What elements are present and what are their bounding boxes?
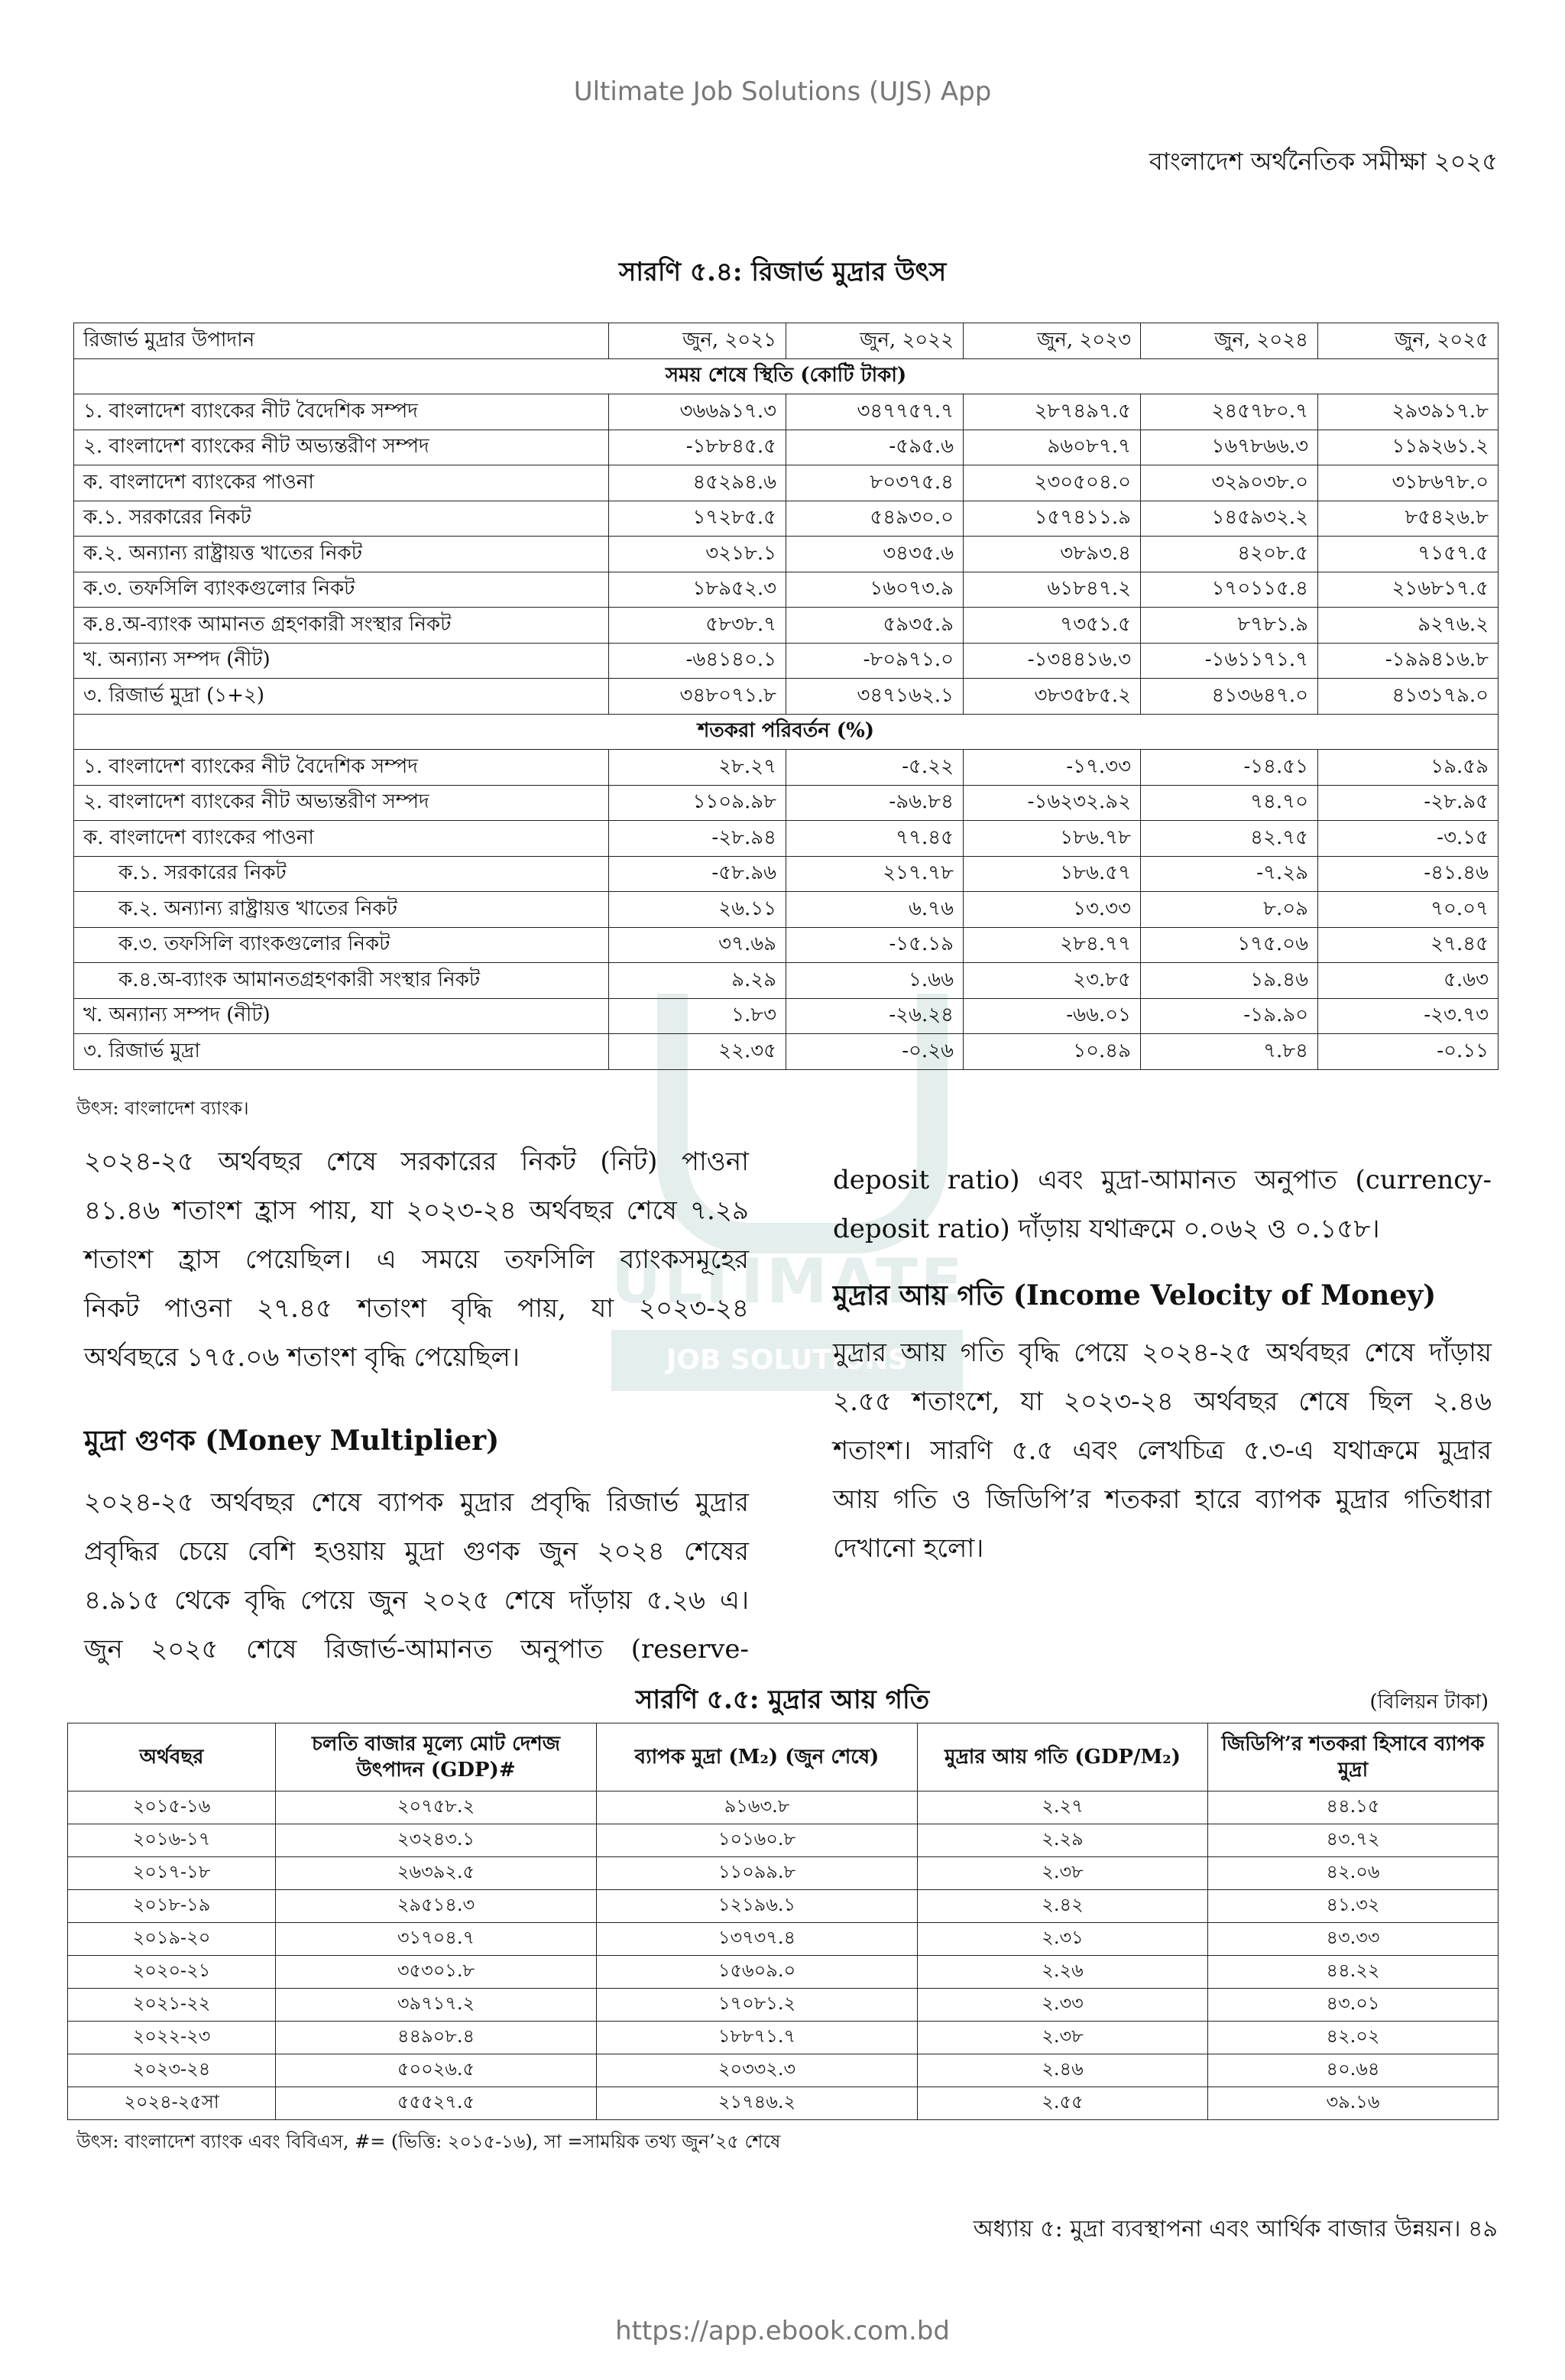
table2-cell: ৩৯.১৬ <box>1208 2087 1499 2120</box>
income-velocity-table <box>67 1723 1499 2120</box>
paragraph-line: ২০২৪-২৫ অর্থবছর শেষে ব্যাপক মুদ্রার প্রবৃদ্ধি রিজার্ভ মুদ্রার <box>84 1487 749 1518</box>
table1-cell: ৮৫৪২৬.৮ <box>1318 501 1499 537</box>
table1-cell: ২৬.১১ <box>609 892 786 928</box>
table1-cell: -১৬২৩২.৯২ <box>964 785 1141 821</box>
table-row <box>74 608 1499 644</box>
table2-cell: ১৮৮৭১.৭ <box>597 2022 918 2054</box>
document-header: বাংলাদেশ অর্থনৈতিক সমীক্ষা ২০২৫ <box>1149 147 1498 176</box>
table1-cell: ৩৮৯৩.৪ <box>964 537 1141 572</box>
table1-cell: ২১৬৮১৭.৫ <box>1318 572 1499 608</box>
table1-cell: ৬.৭৬ <box>786 892 964 928</box>
table1-row-label: ৩. রিজার্ভ মুদ্রা <box>74 1034 609 1070</box>
table1-cell: ২২.৩৫ <box>609 1034 786 1070</box>
table-row <box>74 998 1499 1034</box>
table2-cell: ২.২৬ <box>918 1956 1208 1989</box>
table2-cell: ২৩২৪৩.১ <box>276 1824 597 1857</box>
table1-cell: -১৪.৫১ <box>1141 750 1318 786</box>
table1-cell: ৩৪৩৫.৬ <box>786 537 964 572</box>
table1-cell: ১৯.৪৬ <box>1141 963 1318 999</box>
right-paragraph-2 <box>833 1328 1492 1573</box>
table1-cell: ১০.৪৯ <box>964 1034 1141 1070</box>
table2-cell: ২.৪২ <box>918 1890 1208 1923</box>
table2-cell: ২.২৭ <box>918 1791 1208 1824</box>
table1-cell: ৪১৩৬৪৭.০ <box>1141 679 1318 715</box>
table1-row-label: খ. অন্যান্য সম্পদ (নীট) <box>74 998 609 1034</box>
table1-row-label: খ. অন্যান্য সম্পদ (নীট) <box>74 643 609 679</box>
table-row <box>68 1791 1499 1824</box>
table2-year-cell: ২০১৬-১৭ <box>68 1824 276 1857</box>
table1-cell: ৩৭.৬৯ <box>609 927 786 963</box>
table1-cell: ৫.৬৩ <box>1318 963 1499 999</box>
table1-cell: ৮০৩৭৫.৪ <box>786 465 964 501</box>
paragraph-line: প্রবৃদ্ধির চেয়ে বেশি হওয়ায় মুদ্রা গুণক জুন ২০২৪ শেষের <box>84 1536 749 1567</box>
table1-row-label: ক. বাংলাদেশ ব্যাংকের পাওনা <box>74 821 609 857</box>
table1-cell: -৫.২২ <box>786 750 964 786</box>
table2-cell: ২০৩৩২.৩ <box>597 2054 918 2087</box>
table1-section-row <box>74 714 1499 750</box>
table1-cell: -১৮৮৪৫.৫ <box>609 430 786 465</box>
table1-row-label: ক.৩. তফসিলি ব্যাংকগুলোর নিকট <box>74 927 609 963</box>
table1-cell: ২৮৭৪৯৭.৫ <box>964 394 1141 430</box>
table1-header-row <box>74 323 1499 359</box>
table-row <box>74 537 1499 572</box>
table-row <box>68 1923 1499 1956</box>
table1-cell: ১৯.৫৯ <box>1318 750 1499 786</box>
table1-row-label: ক.২. অন্যান্য রাষ্ট্রায়ত্ত খাতের নিকট <box>74 892 609 928</box>
table1-cell: -১৫.১৯ <box>786 927 964 963</box>
table1-row-label: ৩. রিজার্ভ মুদ্রা (১+২) <box>74 679 609 715</box>
table2-caption: সারণি ৫.৫: মুদ্রার আয় গতি <box>635 1684 930 1715</box>
table2-cell: ২.৪৬ <box>918 2054 1208 2087</box>
table1-cell: ২৩.৮৫ <box>964 963 1141 999</box>
table1-cell: -১৭.৩৩ <box>964 750 1141 786</box>
table-row <box>68 1956 1499 1989</box>
table1-cell: -০.১১ <box>1318 1034 1499 1070</box>
watermark-brand-bottom: JOB SOLUTIONS <box>611 1330 963 1391</box>
table2-year-cell: ২০১৭-১৮ <box>68 1857 276 1890</box>
table1-cell: -২৮.৯৪ <box>609 821 786 857</box>
table2-cell: ৪৩.৩৩ <box>1208 1923 1499 1956</box>
paragraph-line: দেখানো হলো। <box>833 1533 984 1564</box>
table2-cell: ৫৫৫২৭.৫ <box>276 2087 597 2120</box>
left-paragraph-2 <box>84 1478 749 1674</box>
table1-header-cell: রিজার্ভ মুদ্রার উপাদান <box>74 323 609 359</box>
table1-cell: ৮৭৮১.৯ <box>1141 608 1318 644</box>
table1-cell: ৭৭.৪৫ <box>786 821 964 857</box>
table1-cell: -৯৬.৮৪ <box>786 785 964 821</box>
table1-cell: -২৩.৭৩ <box>1318 998 1499 1034</box>
table2-year-cell: ২০২১-২২ <box>68 1989 276 2022</box>
paragraph-line: ২০২৪-২৫ অর্থবছর শেষে সরকারের নিকট (নিট) পাওনা <box>84 1146 749 1177</box>
paragraph-line: মুদ্রার আয় গতি বৃদ্ধি পেয়ে ২০২৪-২৫ অর্থবছর শেষে দাঁড়ায় <box>833 1338 1492 1368</box>
money-multiplier-heading: মুদ্রা গুণক (Money Multiplier) <box>84 1425 500 1457</box>
table2-cell: ৩১৭০৪.৭ <box>276 1923 597 1956</box>
table-row <box>68 2054 1499 2087</box>
table2-header-cell: জিডিপি’র শতকরা হিসাবে ব্যাপক মুদ্রা <box>1208 1723 1499 1791</box>
table2-cell: ১৫৬০৯.০ <box>597 1956 918 1989</box>
table1-cell: -৩.১৫ <box>1318 821 1499 857</box>
table1-header-cell: জুন, ২০২৪ <box>1141 323 1318 359</box>
table1-cell: ১৬৭৮৬৬.৩ <box>1141 430 1318 465</box>
table1-cell: ১৭০১১৫.৪ <box>1141 572 1318 608</box>
table1-row-label: ক.১. সরকারের নিকট <box>74 501 609 537</box>
table1-cell: ৮.০৯ <box>1141 892 1318 928</box>
table2-cell: ৯১৬৩.৮ <box>597 1791 918 1824</box>
table1-cell: -১৯৯৪১৬.৮ <box>1318 643 1499 679</box>
table1-cell: ৬১৮৪৭.২ <box>964 572 1141 608</box>
table-row <box>74 430 1499 465</box>
table-row <box>74 927 1499 963</box>
table1-cell: -২৮.৯৫ <box>1318 785 1499 821</box>
paragraph-line: ২.৫৫ শতাংশে, যা ২০২৩-২৪ অর্থবছর শেষে ছিল ২.৪৬ <box>833 1386 1492 1417</box>
table1-cell: ২৮৪.৭৭ <box>964 927 1141 963</box>
table-row <box>68 1824 1499 1857</box>
app-header: Ultimate Job Solutions (UJS) App <box>573 76 992 107</box>
table1-row-label: ক.৪.অ-ব্যাংক আমানত গ্রহণকারী সংস্থার নিকট <box>74 608 609 644</box>
table1-header-cell: জুন, ২০২২ <box>786 323 964 359</box>
table-row <box>74 394 1499 430</box>
table2-cell: ৩৯৭১৭.২ <box>276 1989 597 2022</box>
table1-cell: -৬৪১৪০.১ <box>609 643 786 679</box>
table2-cell: ২০৭৫৮.২ <box>276 1791 597 1824</box>
watermark-brand-top: ULTIMATE <box>611 1246 966 1317</box>
table1-cell: ১৭৫.০৬ <box>1141 927 1318 963</box>
table1-row-label: ২. বাংলাদেশ ব্যাংকের নীট অভ্যন্তরীণ সম্পদ <box>74 430 609 465</box>
table2-cell: ১০১৬০.৮ <box>597 1824 918 1857</box>
table1-cell: -১৬১১৭১.৭ <box>1141 643 1318 679</box>
right-paragraph-1 <box>833 1156 1492 1253</box>
table1-header-cell: জুন, ২০২৩ <box>964 323 1141 359</box>
table1-cell: ৫৯৩৫.৯ <box>786 608 964 644</box>
table1-cell: -০.২৬ <box>786 1034 964 1070</box>
table1-cell: ৭০.০৭ <box>1318 892 1499 928</box>
table-row <box>74 501 1499 537</box>
table2-year-cell: ২০২৩-২৪ <box>68 2054 276 2087</box>
paragraph-line: শতাংশ। সারণি ৫.৫ এবং লেখচিত্র ৫.৩-এ যথাক্রমে মুদ্রার <box>833 1435 1492 1466</box>
table-row <box>68 2087 1499 2120</box>
table2-cell: ৪৪.২২ <box>1208 1956 1499 1989</box>
table-row <box>74 785 1499 821</box>
table-row <box>74 643 1499 679</box>
table1-row-label: ১. বাংলাদেশ ব্যাংকের নীট বৈদেশিক সম্পদ <box>74 750 609 786</box>
paragraph-line: ৪.৯১৫ থেকে বৃদ্ধি পেয়ে জুন ২০২৫ শেষে দাঁড়ায় ৫.২৬ এ। <box>84 1585 749 1616</box>
table1-cell: -১৯.৯০ <box>1141 998 1318 1034</box>
table1-row-label: ক.৩. তফসিলি ব্যাংকগুলোর নিকট <box>74 572 609 608</box>
paragraph-line: আয় গতি ও জিডিপি’র শতকরা হারে ব্যাপক মুদ্রার গতিধারা <box>833 1484 1492 1515</box>
table1-cell: -৬৬.০১ <box>964 998 1141 1034</box>
table1-cell: ১১০৯.৯৮ <box>609 785 786 821</box>
left-paragraph-1 <box>84 1137 749 1382</box>
table1-section-row <box>74 358 1499 394</box>
table1-cell: ১৩.৩৩ <box>964 892 1141 928</box>
table2-cell: ১৭০৮১.২ <box>597 1989 918 2022</box>
table2-cell: ২৯৫১৪.৩ <box>276 1890 597 1923</box>
table2-cell: ৪৩.৭২ <box>1208 1824 1499 1857</box>
table1-cell: ১৮৬.৭৮ <box>964 821 1141 857</box>
reserve-money-table <box>73 323 1499 1070</box>
table1-row-label: ক.৪.অ-ব্যাংক আমানতগ্রহণকারী সংস্থার নিকট <box>74 963 609 999</box>
table1-cell: ১৫৭৪১১.৯ <box>964 501 1141 537</box>
table1-cell: ৭৪.৭০ <box>1141 785 1318 821</box>
table1-cell: -৭.২৯ <box>1141 856 1318 892</box>
table1-header-cell: জুন, ২০২১ <box>609 323 786 359</box>
table-row <box>68 1857 1499 1890</box>
table-row <box>68 2022 1499 2054</box>
paragraph-line: অর্থবছরে ১৭৫.০৬ শতাংশ বৃদ্ধি পেয়েছিল। <box>84 1342 520 1373</box>
table2-year-cell: ২০১৯-২০ <box>68 1923 276 1956</box>
table1-cell: ৩২৯০৩৮.০ <box>1141 465 1318 501</box>
table2-header-cell: চলতি বাজার মূল্যে মোট দেশজ উৎপাদন (GDP)# <box>276 1723 597 1791</box>
table1-cell: -৮০৯৭১.০ <box>786 643 964 679</box>
table1-cell: ২৪৫৭৮০.৭ <box>1141 394 1318 430</box>
table2-unit: (বিলিয়ন টাকা) <box>1369 1691 1489 1714</box>
table1-header-cell: জুন, ২০২৫ <box>1318 323 1499 359</box>
table1-cell: ৫৮৩৮.৭ <box>609 608 786 644</box>
table1-source: উৎস: বাংলাদেশ ব্যাংক। <box>76 1098 249 1119</box>
table1-cell: ৫৪৯৩০.০ <box>786 501 964 537</box>
table1-cell: -৫৯৫.৬ <box>786 430 964 465</box>
table2-cell: ৪৩.০১ <box>1208 1989 1499 2022</box>
table1-cell: ৩১৮৬৭৮.০ <box>1318 465 1499 501</box>
table1-cell: ৩৪৮০৭১.৮ <box>609 679 786 715</box>
table2-cell: ১১০৯৯.৮ <box>597 1857 918 1890</box>
table1-cell: ১৪৫৯৩২.২ <box>1141 501 1318 537</box>
table1-cell: ২৭.৪৫ <box>1318 927 1499 963</box>
table-row <box>74 1034 1499 1070</box>
table2-source: উৎস: বাংলাদেশ ব্যাংক এবং বিবিএস, #= (ভিত্তি: ২০১৫-১৬), সা =সাময়িক তথ্য জুন’২৫ শেষে <box>76 2131 781 2152</box>
table1-section-title: শতকরা পরিবর্তন (%) <box>74 714 1499 750</box>
table-row <box>74 856 1499 892</box>
table1-cell: ৪২০৮.৫ <box>1141 537 1318 572</box>
table2-cell: ২.৩৮ <box>918 1857 1208 1890</box>
table1-cell: ১.৬৬ <box>786 963 964 999</box>
table1-cell: ৪২.৭৫ <box>1141 821 1318 857</box>
table2-header-cell: মুদ্রার আয় গতি (GDP/M₂) <box>918 1723 1208 1791</box>
table1-cell: ৩৪৭৭৫৭.৭ <box>786 394 964 430</box>
table1-row-label: ক.১. সরকারের নিকট <box>74 856 609 892</box>
paragraph-line: deposit ratio) দাঁড়ায় যথাক্রমে ০.০৬২ ও ০.১৫৮। <box>833 1214 1380 1244</box>
table1-cell: ৪৫২৯৪.৬ <box>609 465 786 501</box>
table1-cell: ২৮.২৭ <box>609 750 786 786</box>
table-row <box>74 679 1499 715</box>
table1-cell: ২৯৩৯১৭.৮ <box>1318 394 1499 430</box>
page-footer: অধ্যায় ৫: মুদ্রা ব্যবস্থাপনা এবং আর্থিক বাজার উন্নয়ন। ৪৯ <box>973 2216 1498 2242</box>
paragraph-line: জুন ২০২৫ শেষে রিজার্ভ-আমানত অনুপাত (reserve- <box>84 1634 749 1665</box>
table2-cell: ২৬৩৯২.৫ <box>276 1857 597 1890</box>
table2-year-cell: ২০১৮-১৯ <box>68 1890 276 1923</box>
table1-cell: ৪১৩১৭৯.০ <box>1318 679 1499 715</box>
table2-cell: ২.৩১ <box>918 1923 1208 1956</box>
table1-cell: ৯২৭৬.২ <box>1318 608 1499 644</box>
table-row <box>74 572 1499 608</box>
table2-cell: ৪০.৬৪ <box>1208 2054 1499 2087</box>
table-row <box>68 1890 1499 1923</box>
table2-cell: ৫০০২৬.৫ <box>276 2054 597 2087</box>
table2-header-cell: অর্থবছর <box>68 1723 276 1791</box>
table2-cell: ২.৩৩ <box>918 1989 1208 2022</box>
table2-cell: ২.২৯ <box>918 1824 1208 1857</box>
paragraph-line: শতাংশ হ্রাস পেয়েছিল। এ সময়ে তফসিলি ব্যাংকসমূহের <box>84 1244 749 1275</box>
table1-cell: ১.৮৩ <box>609 998 786 1034</box>
table2-header-cell: ব্যাপক মুদ্রা (M₂) (জুন শেষে) <box>597 1723 918 1791</box>
table1-cell: ৭৩৫১.৫ <box>964 608 1141 644</box>
table2-cell: ৪৪.১৫ <box>1208 1791 1499 1824</box>
table1-cell: ৩৪৭১৬২.১ <box>786 679 964 715</box>
table2-cell: ৪২.০২ <box>1208 2022 1499 2054</box>
table2-cell: ২.৩৮ <box>918 2022 1208 2054</box>
table2-cell: ৪২.০৬ <box>1208 1857 1499 1890</box>
site-url: https://app.ebook.com.bd <box>615 2316 950 2346</box>
table2-cell: ৩৫৩০১.৮ <box>276 1956 597 1989</box>
table1-section-title: সময় শেষে স্থিতি (কোটি টাকা) <box>74 358 1499 394</box>
table2-cell: ১২১৯৬.১ <box>597 1890 918 1923</box>
table1-row-label: ক.২. অন্যান্য রাষ্ট্রায়ত্ত খাতের নিকট <box>74 537 609 572</box>
table2-year-cell: ২০২০-২১ <box>68 1956 276 1989</box>
table1-cell: -৪১.৪৬ <box>1318 856 1499 892</box>
income-velocity-heading: মুদ্রার আয় গতি (Income Velocity of Money) <box>833 1279 1437 1312</box>
table2-cell: ২১৭৪৬.২ <box>597 2087 918 2120</box>
table2-year-cell: ২০২৪-২৫সা <box>68 2087 276 2120</box>
table2-header-row <box>68 1723 1499 1791</box>
table-row <box>74 963 1499 999</box>
table-row <box>74 750 1499 786</box>
paragraph-line: deposit ratio) এবং মুদ্রা-আমানত অনুপাত (currency- <box>833 1165 1492 1195</box>
table-row <box>74 892 1499 928</box>
table2-cell: ৪১.৩২ <box>1208 1890 1499 1923</box>
table1-caption: সারণি ৫.৪: রিজার্ভ মুদ্রার উৎস <box>618 257 947 287</box>
table1-cell: ১৮৬.৫৭ <box>964 856 1141 892</box>
table1-cell: ৩৮৩৫৮৫.২ <box>964 679 1141 715</box>
table2-year-cell: ২০২২-২৩ <box>68 2022 276 2054</box>
table1-row-label: ১. বাংলাদেশ ব্যাংকের নীট বৈদেশিক সম্পদ <box>74 394 609 430</box>
table1-row-label: ক. বাংলাদেশ ব্যাংকের পাওনা <box>74 465 609 501</box>
table2-cell: ১৩৭৩৭.৪ <box>597 1923 918 1956</box>
paragraph-line: নিকট পাওনা ২৭.৪৫ শতাংশ বৃদ্ধি পায়, যা ২০২৩-২৪ <box>84 1293 749 1324</box>
table2-cell: ২.৫৫ <box>918 2087 1208 2120</box>
table2-cell: ৪৪৯০৮.৪ <box>276 2022 597 2054</box>
table1-cell: ১৭২৮৫.৫ <box>609 501 786 537</box>
table1-row-label: ২. বাংলাদেশ ব্যাংকের নীট অভ্যন্তরীণ সম্পদ <box>74 785 609 821</box>
table1-cell: -২৬.২৪ <box>786 998 964 1034</box>
table1-cell: ২১৭.৭৮ <box>786 856 964 892</box>
table-row <box>74 465 1499 501</box>
table1-cell: ২৩০৫০৪.০ <box>964 465 1141 501</box>
table1-cell: ৭১৫৭.৫ <box>1318 537 1499 572</box>
table1-cell: ১১৯২৬১.২ <box>1318 430 1499 465</box>
table1-cell: ৩৬৬৯১৭.৩ <box>609 394 786 430</box>
table1-cell: ৩২১৮.১ <box>609 537 786 572</box>
table1-cell: ১৬০৭৩.৯ <box>786 572 964 608</box>
table1-cell: ৯.২৯ <box>609 963 786 999</box>
table2-year-cell: ২০১৫-১৬ <box>68 1791 276 1824</box>
table-row <box>74 821 1499 857</box>
table1-cell: -১৩৪৪১৬.৩ <box>964 643 1141 679</box>
table1-cell: ১৮৯৫২.৩ <box>609 572 786 608</box>
paragraph-line: ৪১.৪৬ শতাংশ হ্রাস পায়, যা ২০২৩-২৪ অর্থবছর শেষে ৭.২৯ <box>84 1195 749 1226</box>
table1-cell: -৫৮.৯৬ <box>609 856 786 892</box>
table1-cell: ৯৬০৮৭.৭ <box>964 430 1141 465</box>
table1-cell: ৭.৮৪ <box>1141 1034 1318 1070</box>
table-row <box>68 1989 1499 2022</box>
